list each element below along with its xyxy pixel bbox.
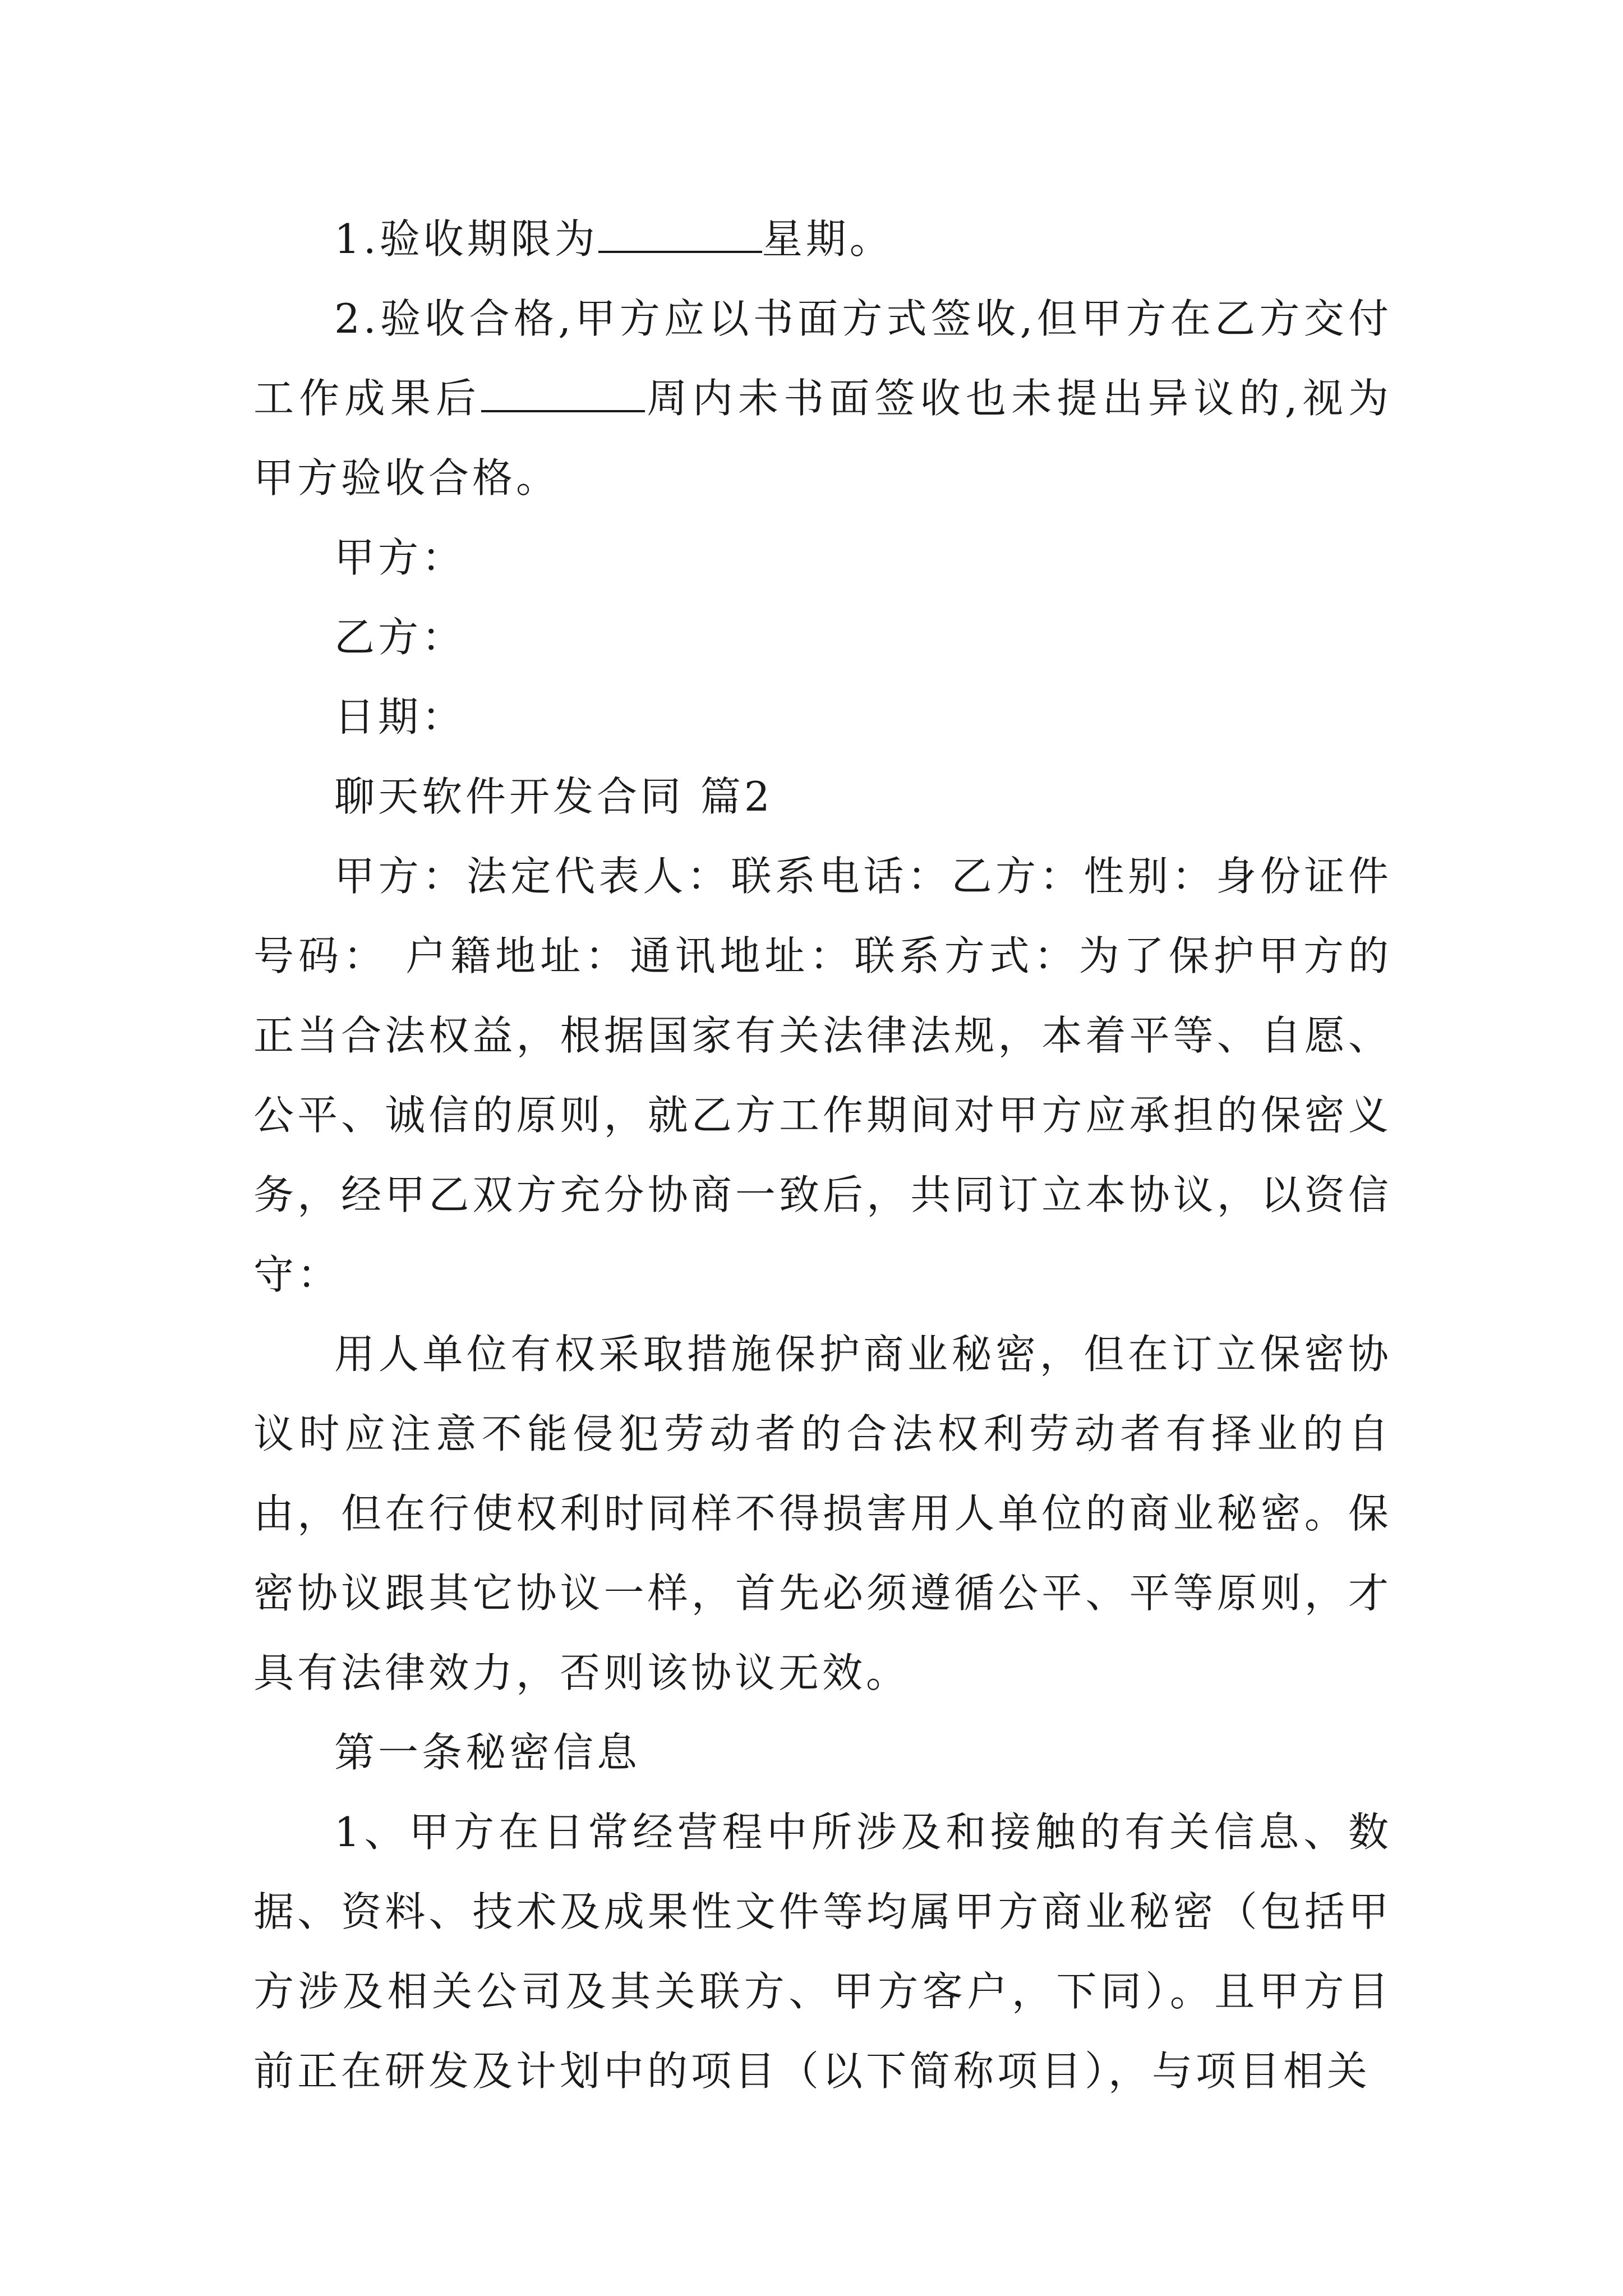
parties-intro-paragraph: 甲方：法定代表人：联系电话：乙方：性别：身份证件号码： 户籍地址：通讯地址：联系方式：为了保护甲方的正当合法权益，根据国家有关法律法规，本着平等、自愿、公平、诚信的原则，就乙方工作期间对甲方应承担的保密义务，经甲乙双方充分协商一致后，共同订立本协议，以资信守： [253, 853, 1392, 1298]
principle-paragraph: 用人单位有权采取措施保护商业秘密，但在订立保密协议时应注意不能侵犯劳动者的合法权利劳动者有择业的自由，但在行使权利时同样不得损害用人单位的商业秘密。保密协议跟其它协议一样，首先必须遵循公平、平等原则，才具有法律效力，否则该协议无效。 [253, 1331, 1392, 1696]
acceptance-item-2 [253, 279, 1392, 518]
acceptance-item-2-prefix: 2.验收合格,甲方应以书面方式签收,但甲方在乙方交付工作成果后 [253, 295, 1392, 422]
signature-party-a: 甲方： [334, 534, 466, 581]
acceptance-item-2-suffix: 周内未书面签收也未提出异议的,视为甲方验收合格。 [253, 375, 1392, 501]
signature-date: 日期： [334, 693, 466, 740]
article-1-title: 第一条秘密信息 [334, 1729, 641, 1776]
acceptance-item-1-prefix: 1.验收期限为 [334, 215, 598, 263]
acceptance-item-1-suffix: 星期。 [762, 215, 893, 263]
section-title: 聊天软件开发合同 篇2 [334, 773, 773, 820]
document-body [253, 199, 1392, 2111]
acceptance-weeks-blank [481, 376, 645, 412]
signature-party-b: 乙方： [334, 614, 466, 661]
article-1-item-1: 1、甲方在日常经营程中所涉及和接触的有关信息、数据、资料、技术及成果性文件等均属甲方商业秘密（包括甲方涉及相关公司及其关联方、甲方客户，下同）。且甲方目前正在研发及计划中的项目（以下简称项目），与项目相关 [253, 1809, 1392, 2095]
acceptance-period-blank [598, 217, 762, 253]
acceptance-item-1 [253, 199, 1392, 279]
